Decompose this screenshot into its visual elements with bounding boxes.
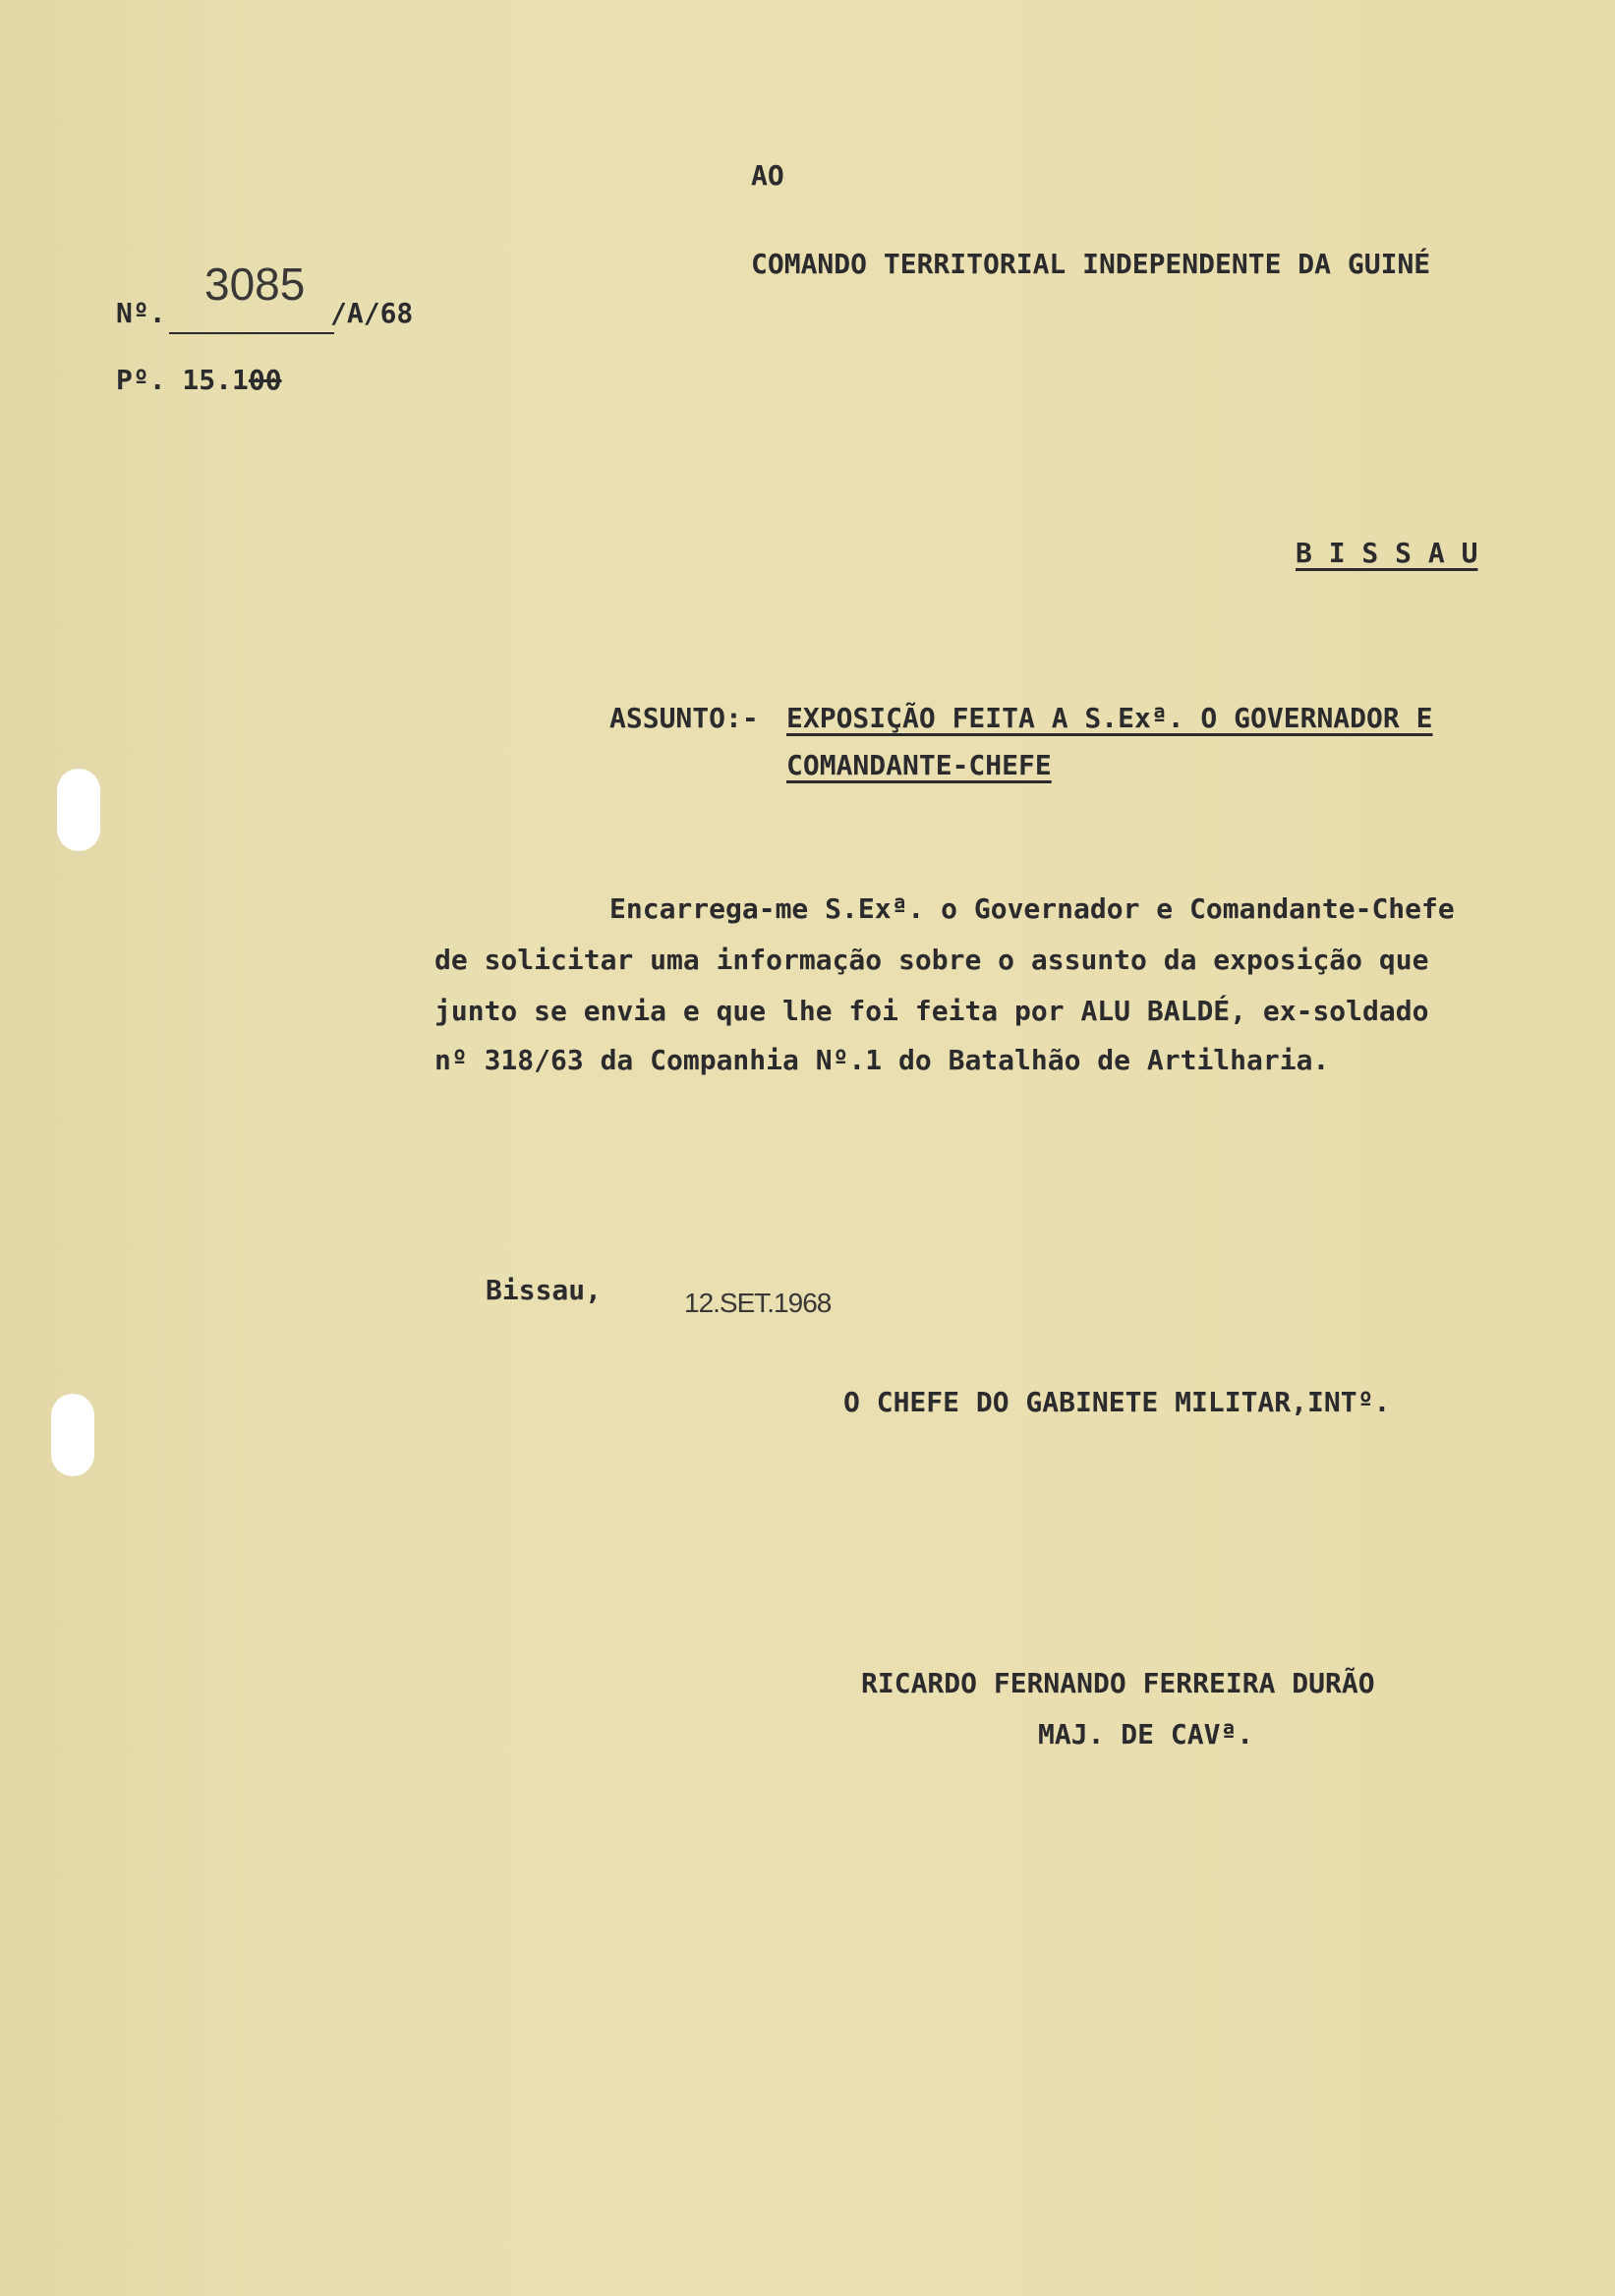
- reference-number-value: 3085: [204, 258, 306, 310]
- reference-number-label: Nº.: [116, 297, 166, 329]
- process-number-struck: 00: [248, 364, 282, 396]
- signature-title: O CHEFE DO GABINETE MILITAR,INTº.: [843, 1386, 1391, 1418]
- body-line-3: junto se envia e que lhe foi feita por ALU BALDÉ, ex-soldado: [434, 995, 1429, 1027]
- recipient: COMANDO TERRITORIAL INDEPENDENTE DA GUINÉ: [751, 248, 1431, 280]
- to-prefix: AO: [751, 159, 784, 192]
- subject-label: ASSUNTO:-: [609, 702, 759, 734]
- subject-line-2: COMANDANTE-CHEFE: [786, 749, 1052, 781]
- process-number-label: Pº. 15.1: [116, 364, 249, 396]
- signatory-name: RICARDO FERNANDO FERREIRA DURÃO: [861, 1667, 1375, 1699]
- subject-line-1: EXPOSIÇÃO FEITA A S.Exª. O GOVERNADOR E: [786, 702, 1433, 734]
- body-line-1: Encarrega-me S.Exª. o Governador e Comandante-Chefe: [609, 892, 1455, 925]
- punch-hole-bottom: [51, 1394, 94, 1476]
- date-stamp: 12.SET.1968: [684, 1288, 832, 1318]
- punch-hole-top: [57, 769, 100, 851]
- body-line-4: nº 318/63 da Companhia Nº.1 do Batalhão de Artilharia.: [434, 1044, 1330, 1076]
- reference-number-underline: [169, 332, 334, 334]
- location-heading: B I S S A U: [1296, 537, 1478, 569]
- date-place: Bissau,: [486, 1274, 603, 1306]
- signatory-rank: MAJ. DE CAVª.: [1038, 1718, 1254, 1751]
- process-number: [116, 364, 282, 396]
- reference-number-suffix: /A/68: [330, 297, 414, 329]
- body-line-2: de solicitar uma informação sobre o assunto da exposição que: [434, 944, 1429, 976]
